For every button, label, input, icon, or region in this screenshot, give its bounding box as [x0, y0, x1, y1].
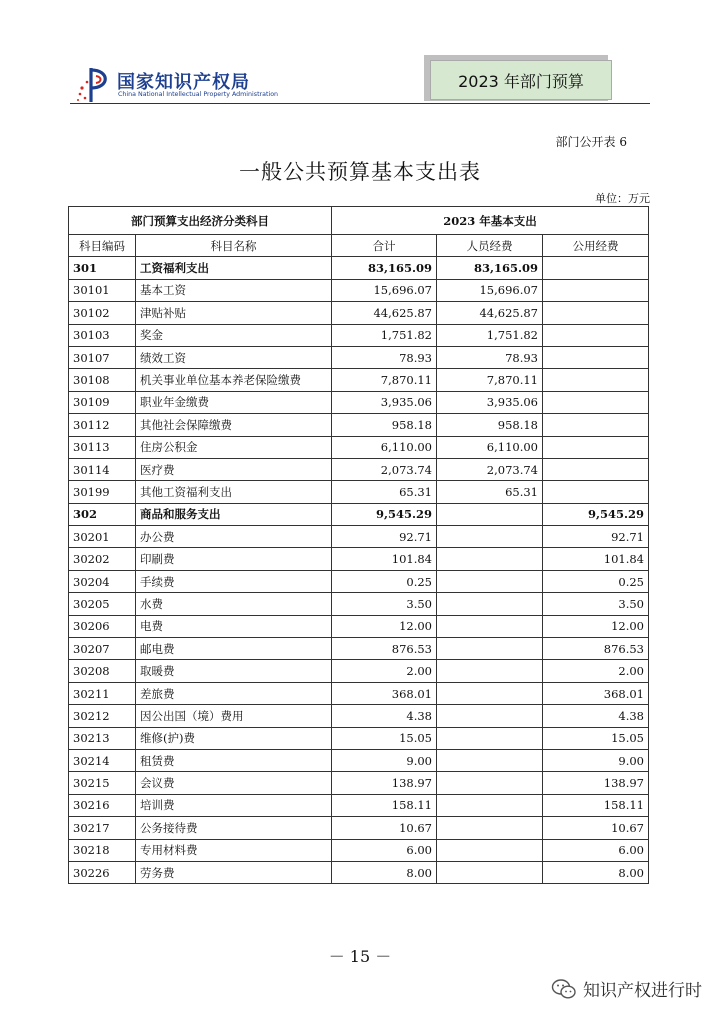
- row-code-cell: 30207: [69, 638, 136, 660]
- row-name-cell: 其他社会保障缴费: [136, 414, 332, 436]
- row-total-cell: 15.05: [332, 727, 437, 749]
- row-public-cell: [543, 279, 649, 301]
- table-row: [69, 749, 649, 771]
- table-row: [69, 593, 649, 615]
- table-row: [69, 346, 649, 368]
- row-total-cell: 78.93: [332, 346, 437, 368]
- row-personnel-cell: [437, 705, 543, 727]
- row-public-cell: 158.11: [543, 794, 649, 816]
- row-public-cell: 101.84: [543, 548, 649, 570]
- row-code-cell: 30215: [69, 772, 136, 794]
- row-personnel-cell: 44,625.87: [437, 302, 543, 324]
- row-personnel-cell: [437, 526, 543, 548]
- row-name-cell: 商品和服务支出: [136, 503, 332, 525]
- table-group-header-row: [69, 207, 649, 235]
- table-row: [69, 503, 649, 525]
- row-name-cell: 电费: [136, 615, 332, 637]
- row-code-cell: 30205: [69, 593, 136, 615]
- column-header-name: 科目名称: [136, 235, 332, 257]
- row-public-cell: 876.53: [543, 638, 649, 660]
- row-code-cell: 30199: [69, 481, 136, 503]
- group-header-classification: 部门预算支出经济分类科目: [69, 207, 332, 235]
- table-row: [69, 391, 649, 413]
- table-row: [69, 548, 649, 570]
- row-code-cell: 30102: [69, 302, 136, 324]
- table-row: [69, 660, 649, 682]
- table-row: [69, 458, 649, 480]
- row-public-cell: 0.25: [543, 570, 649, 592]
- row-code-cell: 30226: [69, 861, 136, 883]
- table-row: [69, 414, 649, 436]
- row-personnel-cell: [437, 682, 543, 704]
- row-personnel-cell: [437, 794, 543, 816]
- table-row: [69, 526, 649, 548]
- row-personnel-cell: [437, 503, 543, 525]
- row-personnel-cell: [437, 570, 543, 592]
- row-name-cell: 医疗费: [136, 458, 332, 480]
- column-header-public: 公用经费: [543, 235, 649, 257]
- row-total-cell: 0.25: [332, 570, 437, 592]
- row-name-cell: 其他工资福利支出: [136, 481, 332, 503]
- table-body: [69, 257, 649, 884]
- table-row: [69, 638, 649, 660]
- row-name-cell: 租赁费: [136, 749, 332, 771]
- row-code-cell: 30109: [69, 391, 136, 413]
- row-code-cell: 302: [69, 503, 136, 525]
- row-personnel-cell: 7,870.11: [437, 369, 543, 391]
- row-total-cell: 10.67: [332, 817, 437, 839]
- row-public-cell: [543, 414, 649, 436]
- row-total-cell: 83,165.09: [332, 257, 437, 279]
- row-code-cell: 30108: [69, 369, 136, 391]
- row-name-cell: 办公费: [136, 526, 332, 548]
- cnipa-logo-icon: [74, 64, 114, 104]
- row-public-cell: 3.50: [543, 593, 649, 615]
- column-header-personnel: 人员经费: [437, 235, 543, 257]
- row-total-cell: 12.00: [332, 615, 437, 637]
- row-public-cell: 2.00: [543, 660, 649, 682]
- row-personnel-cell: 6,110.00: [437, 436, 543, 458]
- table-row: [69, 861, 649, 883]
- row-public-cell: [543, 481, 649, 503]
- page-header: [0, 0, 720, 110]
- row-total-cell: 2.00: [332, 660, 437, 682]
- group-header-basic-expenditure: 2023 年基本支出: [332, 207, 649, 235]
- row-personnel-cell: 65.31: [437, 481, 543, 503]
- table-row: [69, 817, 649, 839]
- table-row: [69, 615, 649, 637]
- row-name-cell: 公务接待费: [136, 817, 332, 839]
- table-row: [69, 481, 649, 503]
- table-row: [69, 682, 649, 704]
- row-name-cell: 工资福利支出: [136, 257, 332, 279]
- row-personnel-cell: 2,073.74: [437, 458, 543, 480]
- row-total-cell: 3,935.06: [332, 391, 437, 413]
- row-personnel-cell: [437, 749, 543, 771]
- row-code-cell: 301: [69, 257, 136, 279]
- row-name-cell: 津贴补贴: [136, 302, 332, 324]
- row-total-cell: 1,751.82: [332, 324, 437, 346]
- table-row: [69, 324, 649, 346]
- row-personnel-cell: 83,165.09: [437, 257, 543, 279]
- row-total-cell: 92.71: [332, 526, 437, 548]
- table-row: [69, 257, 649, 279]
- row-name-cell: 因公出国（境）费用: [136, 705, 332, 727]
- org-name-english: China National Intellectual Property Administration: [118, 91, 279, 98]
- row-personnel-cell: 1,751.82: [437, 324, 543, 346]
- row-code-cell: 30204: [69, 570, 136, 592]
- row-total-cell: 138.97: [332, 772, 437, 794]
- row-total-cell: 44,625.87: [332, 302, 437, 324]
- row-total-cell: 7,870.11: [332, 369, 437, 391]
- row-code-cell: 30201: [69, 526, 136, 548]
- row-total-cell: 876.53: [332, 638, 437, 660]
- row-personnel-cell: [437, 660, 543, 682]
- row-public-cell: 12.00: [543, 615, 649, 637]
- row-public-cell: [543, 458, 649, 480]
- table-row: [69, 570, 649, 592]
- row-personnel-cell: [437, 861, 543, 883]
- watermark: [551, 976, 702, 1001]
- row-code-cell: 30112: [69, 414, 136, 436]
- row-public-cell: [543, 436, 649, 458]
- row-public-cell: [543, 369, 649, 391]
- unit-label: 单位：万元: [595, 192, 650, 205]
- row-code-cell: 30208: [69, 660, 136, 682]
- row-code-cell: 30218: [69, 839, 136, 861]
- row-total-cell: 9,545.29: [332, 503, 437, 525]
- row-personnel-cell: 15,696.07: [437, 279, 543, 301]
- row-public-cell: 10.67: [543, 817, 649, 839]
- table-row: [69, 302, 649, 324]
- table-column-header-row: [69, 235, 649, 257]
- table-row: [69, 727, 649, 749]
- row-total-cell: 6.00: [332, 839, 437, 861]
- row-public-cell: 9.00: [543, 749, 649, 771]
- row-code-cell: 30202: [69, 548, 136, 570]
- row-public-cell: 368.01: [543, 682, 649, 704]
- row-name-cell: 手续费: [136, 570, 332, 592]
- row-total-cell: 958.18: [332, 414, 437, 436]
- row-name-cell: 奖金: [136, 324, 332, 346]
- row-personnel-cell: [437, 615, 543, 637]
- row-personnel-cell: [437, 817, 543, 839]
- row-public-cell: 9,545.29: [543, 503, 649, 525]
- row-name-cell: 机关事业单位基本养老保险缴费: [136, 369, 332, 391]
- table-number: 部门公开表 6: [555, 135, 627, 149]
- row-code-cell: 30114: [69, 458, 136, 480]
- row-personnel-cell: [437, 839, 543, 861]
- row-total-cell: 3.50: [332, 593, 437, 615]
- row-code-cell: 30213: [69, 727, 136, 749]
- page-number: － 15 －: [328, 947, 392, 966]
- row-personnel-cell: [437, 638, 543, 660]
- row-public-cell: 8.00: [543, 861, 649, 883]
- row-personnel-cell: [437, 772, 543, 794]
- row-total-cell: 8.00: [332, 861, 437, 883]
- row-personnel-cell: 78.93: [437, 346, 543, 368]
- row-total-cell: 9.00: [332, 749, 437, 771]
- row-personnel-cell: 958.18: [437, 414, 543, 436]
- column-header-total: 合计: [332, 235, 437, 257]
- row-name-cell: 住房公积金: [136, 436, 332, 458]
- row-total-cell: 2,073.74: [332, 458, 437, 480]
- row-public-cell: [543, 324, 649, 346]
- table-row: [69, 794, 649, 816]
- row-public-cell: 92.71: [543, 526, 649, 548]
- row-name-cell: 专用材料费: [136, 839, 332, 861]
- row-code-cell: 30211: [69, 682, 136, 704]
- row-public-cell: [543, 257, 649, 279]
- row-name-cell: 取暖费: [136, 660, 332, 682]
- table-row: [69, 436, 649, 458]
- row-code-cell: 30113: [69, 436, 136, 458]
- row-total-cell: 158.11: [332, 794, 437, 816]
- page-title: 一般公共预算基本支出表: [239, 160, 481, 184]
- row-total-cell: 6,110.00: [332, 436, 437, 458]
- row-total-cell: 15,696.07: [332, 279, 437, 301]
- org-name: 国家知识产权局: [117, 72, 250, 93]
- table-row: [69, 705, 649, 727]
- row-name-cell: 会议费: [136, 772, 332, 794]
- row-personnel-cell: 3,935.06: [437, 391, 543, 413]
- table-row: [69, 772, 649, 794]
- table-row: [69, 279, 649, 301]
- row-code-cell: 30103: [69, 324, 136, 346]
- row-name-cell: 水费: [136, 593, 332, 615]
- column-header-code: 科目编码: [69, 235, 136, 257]
- row-name-cell: 劳务费: [136, 861, 332, 883]
- row-name-cell: 印刷费: [136, 548, 332, 570]
- row-total-cell: 65.31: [332, 481, 437, 503]
- row-public-cell: [543, 302, 649, 324]
- row-name-cell: 职业年金缴费: [136, 391, 332, 413]
- row-name-cell: 维修(护)费: [136, 727, 332, 749]
- row-code-cell: 30216: [69, 794, 136, 816]
- table-row: [69, 839, 649, 861]
- row-code-cell: 30206: [69, 615, 136, 637]
- row-code-cell: 30101: [69, 279, 136, 301]
- row-public-cell: 138.97: [543, 772, 649, 794]
- budget-year-badge: 2023 年部门预算: [430, 60, 612, 100]
- row-total-cell: 368.01: [332, 682, 437, 704]
- row-public-cell: [543, 346, 649, 368]
- row-public-cell: 6.00: [543, 839, 649, 861]
- table-row: [69, 369, 649, 391]
- row-total-cell: 101.84: [332, 548, 437, 570]
- wechat-icon: [551, 977, 577, 1001]
- row-public-cell: [543, 391, 649, 413]
- row-personnel-cell: [437, 548, 543, 570]
- row-name-cell: 邮电费: [136, 638, 332, 660]
- row-name-cell: 基本工资: [136, 279, 332, 301]
- row-code-cell: 30214: [69, 749, 136, 771]
- budget-table: [68, 206, 649, 884]
- row-personnel-cell: [437, 727, 543, 749]
- row-name-cell: 绩效工资: [136, 346, 332, 368]
- row-public-cell: 4.38: [543, 705, 649, 727]
- row-code-cell: 30217: [69, 817, 136, 839]
- row-code-cell: 30107: [69, 346, 136, 368]
- row-name-cell: 差旅费: [136, 682, 332, 704]
- row-personnel-cell: [437, 593, 543, 615]
- row-public-cell: 15.05: [543, 727, 649, 749]
- row-total-cell: 4.38: [332, 705, 437, 727]
- watermark-text: 知识产权进行时: [583, 981, 702, 1001]
- row-name-cell: 培训费: [136, 794, 332, 816]
- header-divider: [70, 103, 650, 104]
- row-code-cell: 30212: [69, 705, 136, 727]
